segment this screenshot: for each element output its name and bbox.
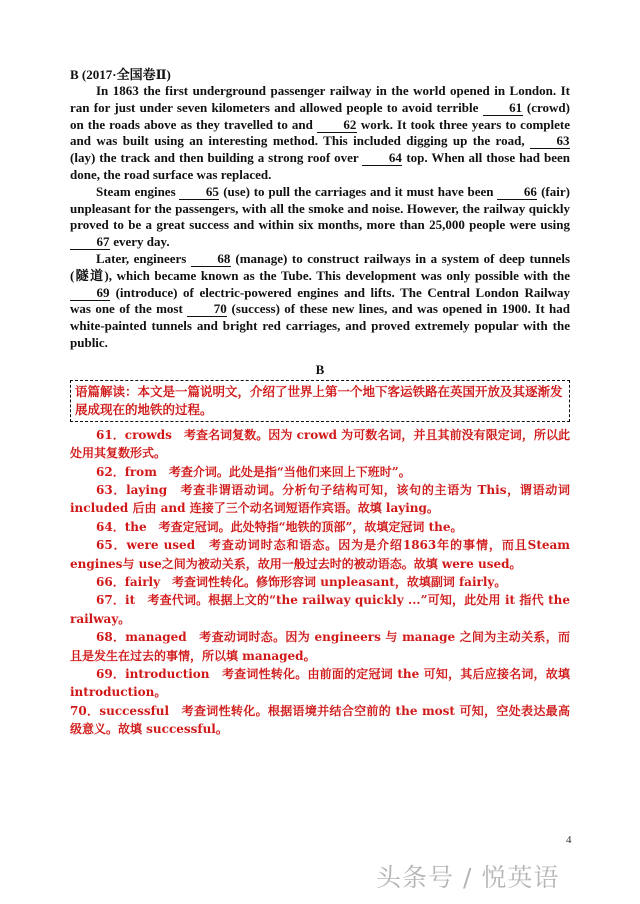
blank-63: 63 — [530, 134, 570, 149]
passage-text: (manage) to construct railways in a system of deep tunnels (隧道), which became known as the Tube. This development was only possible with the — [70, 250, 571, 283]
blank-62: 62 — [317, 118, 357, 133]
blank-68: 68 — [191, 252, 231, 267]
answer-item-69: 69．introduction 考查词性转化。由前面的定冠词 the 可知，其后应接名词，故填 introduction。 — [70, 667, 570, 700]
passage-text: (use) to pull the carriages and it must have been — [219, 183, 498, 199]
blank-65: 65 — [179, 185, 219, 200]
blank-61: 61 — [483, 101, 523, 116]
blank-70: 70 — [187, 302, 227, 317]
reading-note-text: 语篇解读：本文是一篇说明文，介绍了世界上第一个地下客运铁路在英国开放及其逐渐发展成现在的地铁的过程。 — [75, 383, 563, 417]
answer-item-64: 64．the 考查定冠词。此处特指“地铁的顶部”，故填定冠词 the。 — [96, 519, 463, 534]
passage-text: (crowd) on the roads above as they travelled to and — [70, 99, 570, 132]
passage-text: every day. — [110, 234, 170, 250]
passage-text: work. It took three years to complete and was built using an interesting method. This included digging up the road, — [70, 116, 570, 149]
passage-text: Later, engineers — [96, 250, 191, 266]
section-heading: B (2017·全国卷Ⅱ) — [70, 67, 171, 82]
blank-67: 67 — [70, 235, 110, 250]
answer-item-65: 65．were used 考查动词时态和语态。因为是介绍1863年的事情，而且Steam engines与 use之间为被动关系，故用一般过去时的被动语态。故填 were used。 — [70, 538, 570, 571]
answer-item-66: 66．fairly 考查词性转化。修饰形容词 unpleasant，故填副词 fairly。 — [96, 575, 507, 589]
passage-text: Steam engines — [96, 183, 180, 199]
answer-item-70: 70．successful 考查词性转化。根据语境并结合空前的 the most 可知，空处表达最高级意义。故填 successful。 — [70, 703, 570, 737]
answer-item-63: 63．laying 考查非谓语动词。分析句子结构可知，该句的主语为 This，谓语动词 included 后由 and 连接了三个动名词短语作宾语。故填 laying。 — [70, 482, 570, 516]
passage-text: (introduce) of electric-powered engines and lifts. The Central London Railway was one of the most — [70, 284, 570, 317]
reading-note-box — [70, 380, 570, 422]
passage-paragraph-2 — [70, 184, 570, 251]
answers-heading: B — [315, 361, 325, 377]
passage-paragraph-1 — [70, 83, 570, 184]
blank-69: 69 — [70, 286, 110, 301]
answer-item-68: 68．managed 考查动词时态。因为 engineers 与 manage 之间为主动关系，而且是发生在过去的事情，所以填 managed。 — [70, 630, 570, 663]
watermark-text: 头条号 / 悦英语 — [376, 863, 560, 892]
passage-text: top. When all those had been done, the road surface was replaced. — [70, 150, 570, 182]
document-page — [70, 66, 570, 739]
answer-item-61: 61．crowds 考查名词复数。因为 crowd 为可数名词，并且其前没有限定词，所以此处用其复数形式。 — [70, 427, 570, 461]
answer-item-62: 62．from 考查介词。此处是指“当他们来回上下班时”。 — [96, 464, 411, 479]
passage-text: In 1863 the first underground passenger railway in the world opened in London. It ran for just under seven kilometers and allowed people to avoid terrible — [70, 83, 570, 115]
answer-list — [70, 426, 570, 739]
page-number: 4 — [566, 834, 572, 846]
passage-text: (success) of these new lines, and was opened in 1900. It had white-painted tunnels and bright red carriages, and proved extremely popular with the public. — [70, 301, 570, 350]
blank-66: 66 — [497, 185, 537, 200]
passage-text: (fair) unpleasant for the passengers, with all the smoke and noise. However, the railway quickly proved to be a great success and within six months, more than 25,000 people were using — [70, 183, 570, 233]
answer-item-67: 67．it 考查代词。根据上文的“the railway quickly ...”可知，此处用 it 指代 the railway。 — [70, 593, 570, 626]
blank-64: 64 — [362, 151, 402, 166]
passage-paragraph-3 — [70, 251, 570, 352]
passage-text: (lay) the track and then building a strong roof over — [70, 150, 363, 166]
